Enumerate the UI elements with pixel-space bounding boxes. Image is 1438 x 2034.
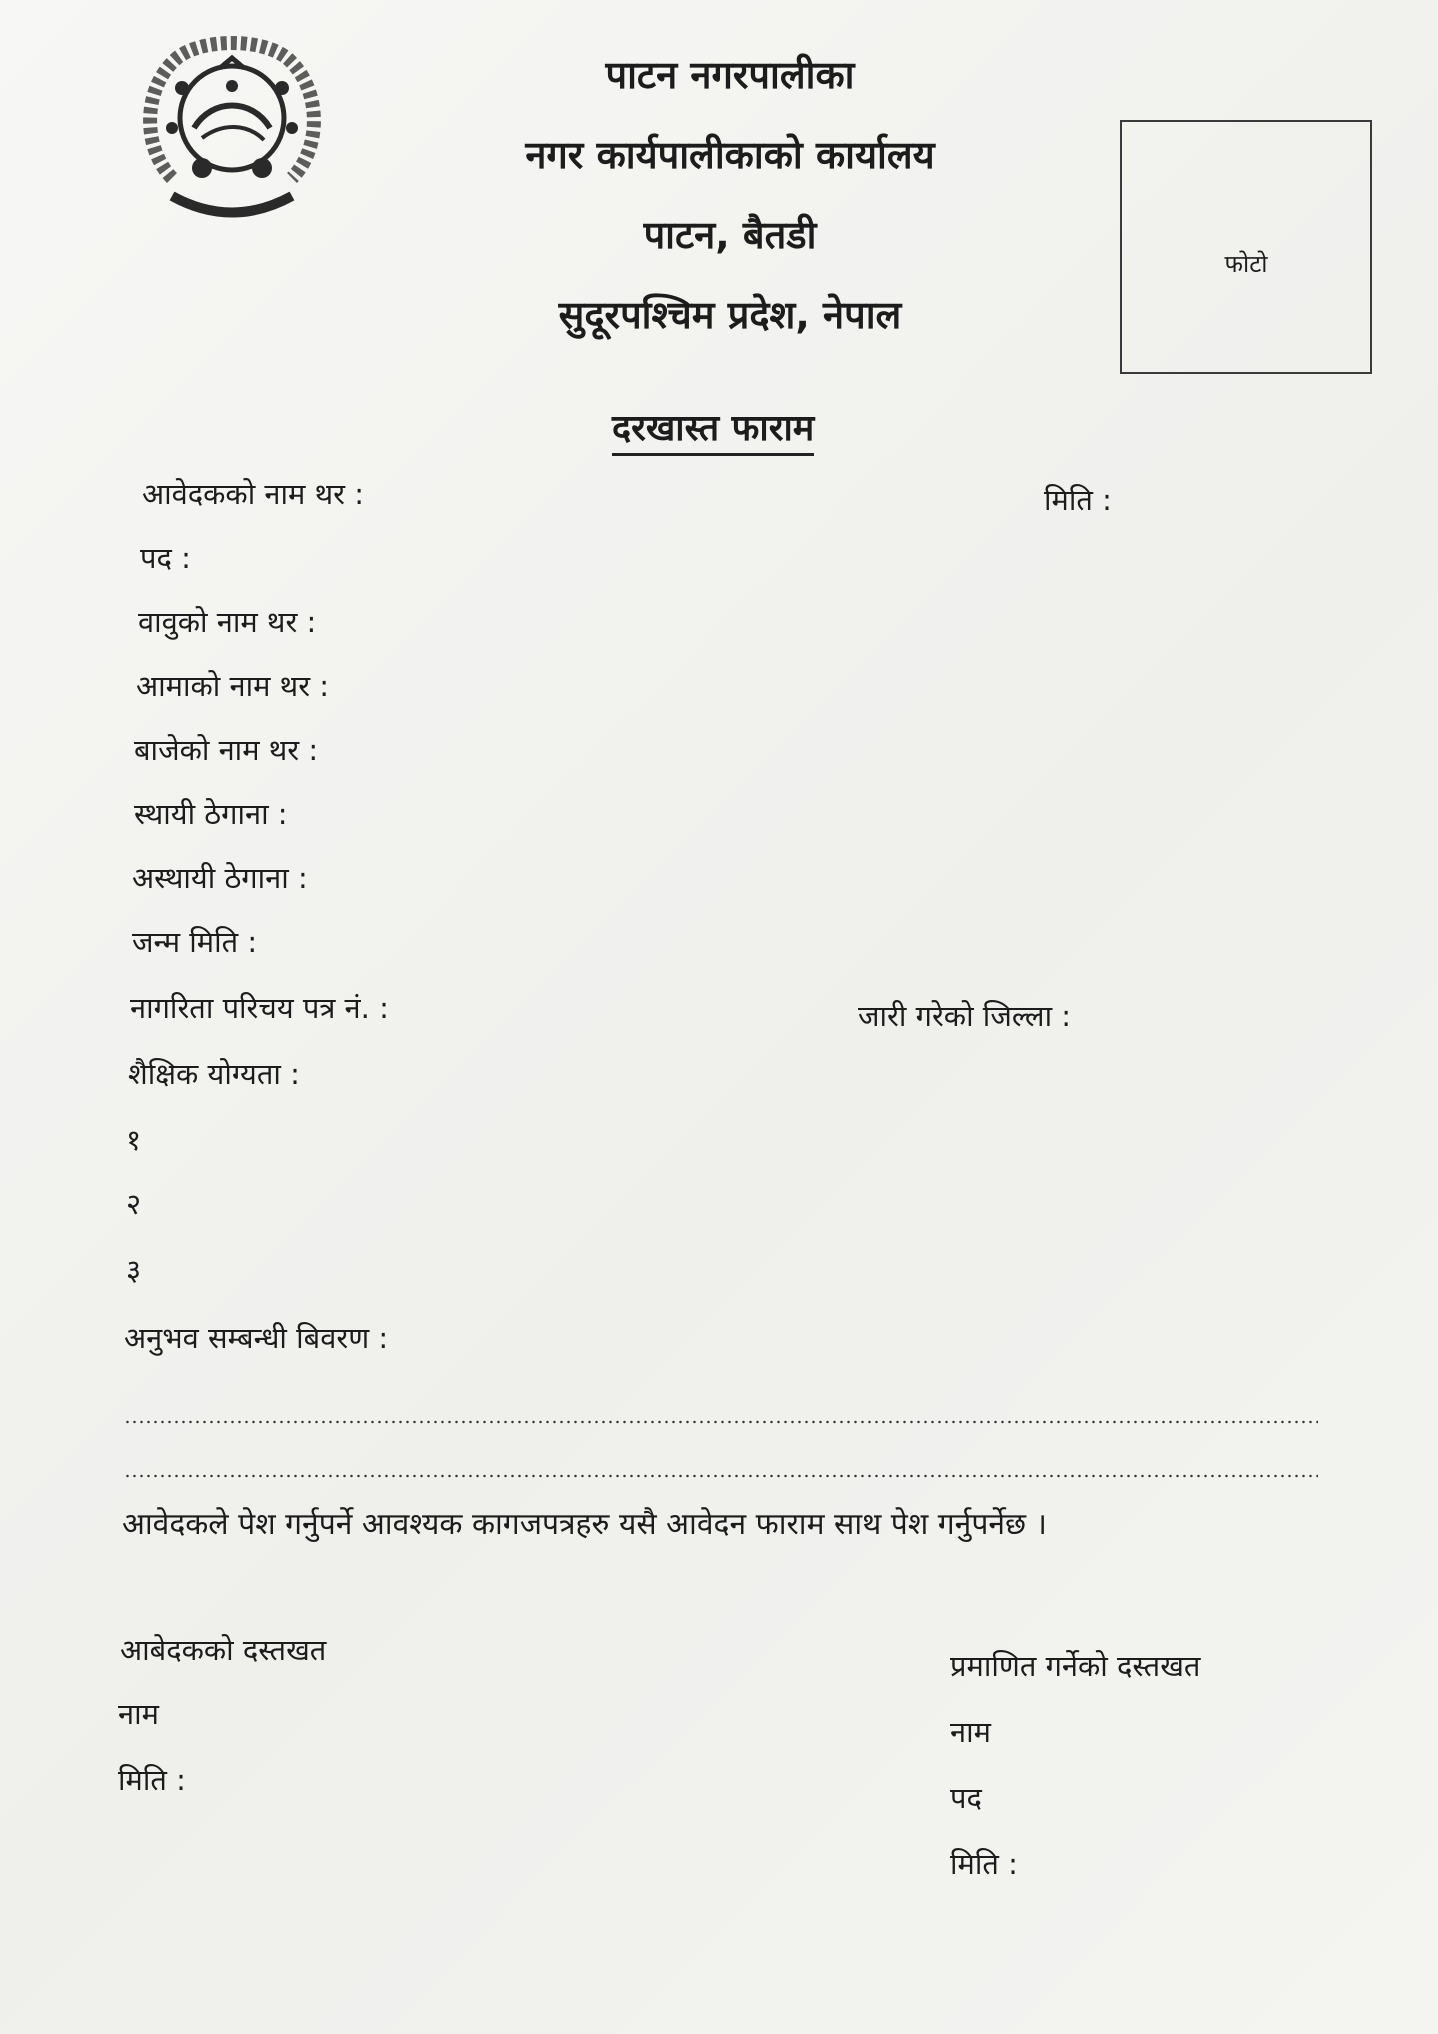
- applicant-signature-label[interactable]: आबेदकको दस्तखत: [120, 1633, 327, 1667]
- permanent-address-field[interactable]: स्थायी ठेगाना :: [134, 797, 288, 831]
- municipality-name: पाटन नगरपालीका: [605, 53, 855, 97]
- verifier-signature-label[interactable]: प्रमाणित गर्नेको दस्तखत: [950, 1649, 1201, 1683]
- date-field[interactable]: मिति :: [1044, 483, 1112, 517]
- experience-line-2[interactable]: [124, 1474, 1318, 1478]
- education-item-3[interactable]: ३: [126, 1253, 142, 1287]
- experience-line-1[interactable]: [124, 1420, 1318, 1424]
- verifier-name-label[interactable]: नाम: [950, 1715, 991, 1749]
- education-item-1[interactable]: १: [126, 1123, 142, 1157]
- form-title: दरखास्त फाराम: [612, 402, 814, 456]
- education-item-2[interactable]: २: [126, 1187, 142, 1221]
- office-name: नगर कार्यपालीकाको कार्यालय: [525, 133, 935, 177]
- mother-name-field[interactable]: आमाको नाम थर :: [136, 669, 330, 703]
- grandfather-name-field[interactable]: बाजेको नाम थर :: [134, 733, 319, 767]
- province-country: सुदूरपश्चिम प्रदेश, नेपाल: [558, 293, 902, 337]
- applicant-name-label[interactable]: नाम: [118, 1697, 159, 1731]
- office-location: पाटन, बैतडी: [643, 213, 817, 257]
- post-field[interactable]: पद :: [140, 541, 191, 575]
- temporary-address-field[interactable]: अस्थायी ठेगाना :: [132, 861, 308, 895]
- nepal-emblem-icon: [132, 28, 332, 224]
- issued-district-field[interactable]: जारी गरेको जिल्ला :: [858, 999, 1072, 1033]
- birth-date-field[interactable]: जन्म मिति :: [132, 925, 258, 959]
- applicant-name-field[interactable]: आवेदकको नाम थर :: [142, 477, 364, 511]
- document-note: आवेदकले पेश गर्नुपर्ने आवश्यक कागजपत्रहरु यसै आवेदन फाराम साथ पेश गर्नुपर्नेछ ।: [122, 1507, 1047, 1542]
- experience-field: अनुभव सम्बन्धी बिवरण :: [124, 1321, 389, 1355]
- citizenship-number-field[interactable]: नागरिता परिचय पत्र नं. :: [130, 991, 389, 1025]
- photo-box[interactable]: [1120, 120, 1372, 374]
- photo-label: फोटो: [1224, 250, 1268, 278]
- father-name-field[interactable]: वावुको नाम थर :: [138, 605, 317, 639]
- verifier-date-label[interactable]: मिति :: [950, 1847, 1018, 1881]
- verifier-post-label[interactable]: पद: [950, 1781, 982, 1815]
- education-field: शैक्षिक योग्यता :: [128, 1057, 300, 1091]
- applicant-date-label[interactable]: मिति :: [118, 1763, 186, 1797]
